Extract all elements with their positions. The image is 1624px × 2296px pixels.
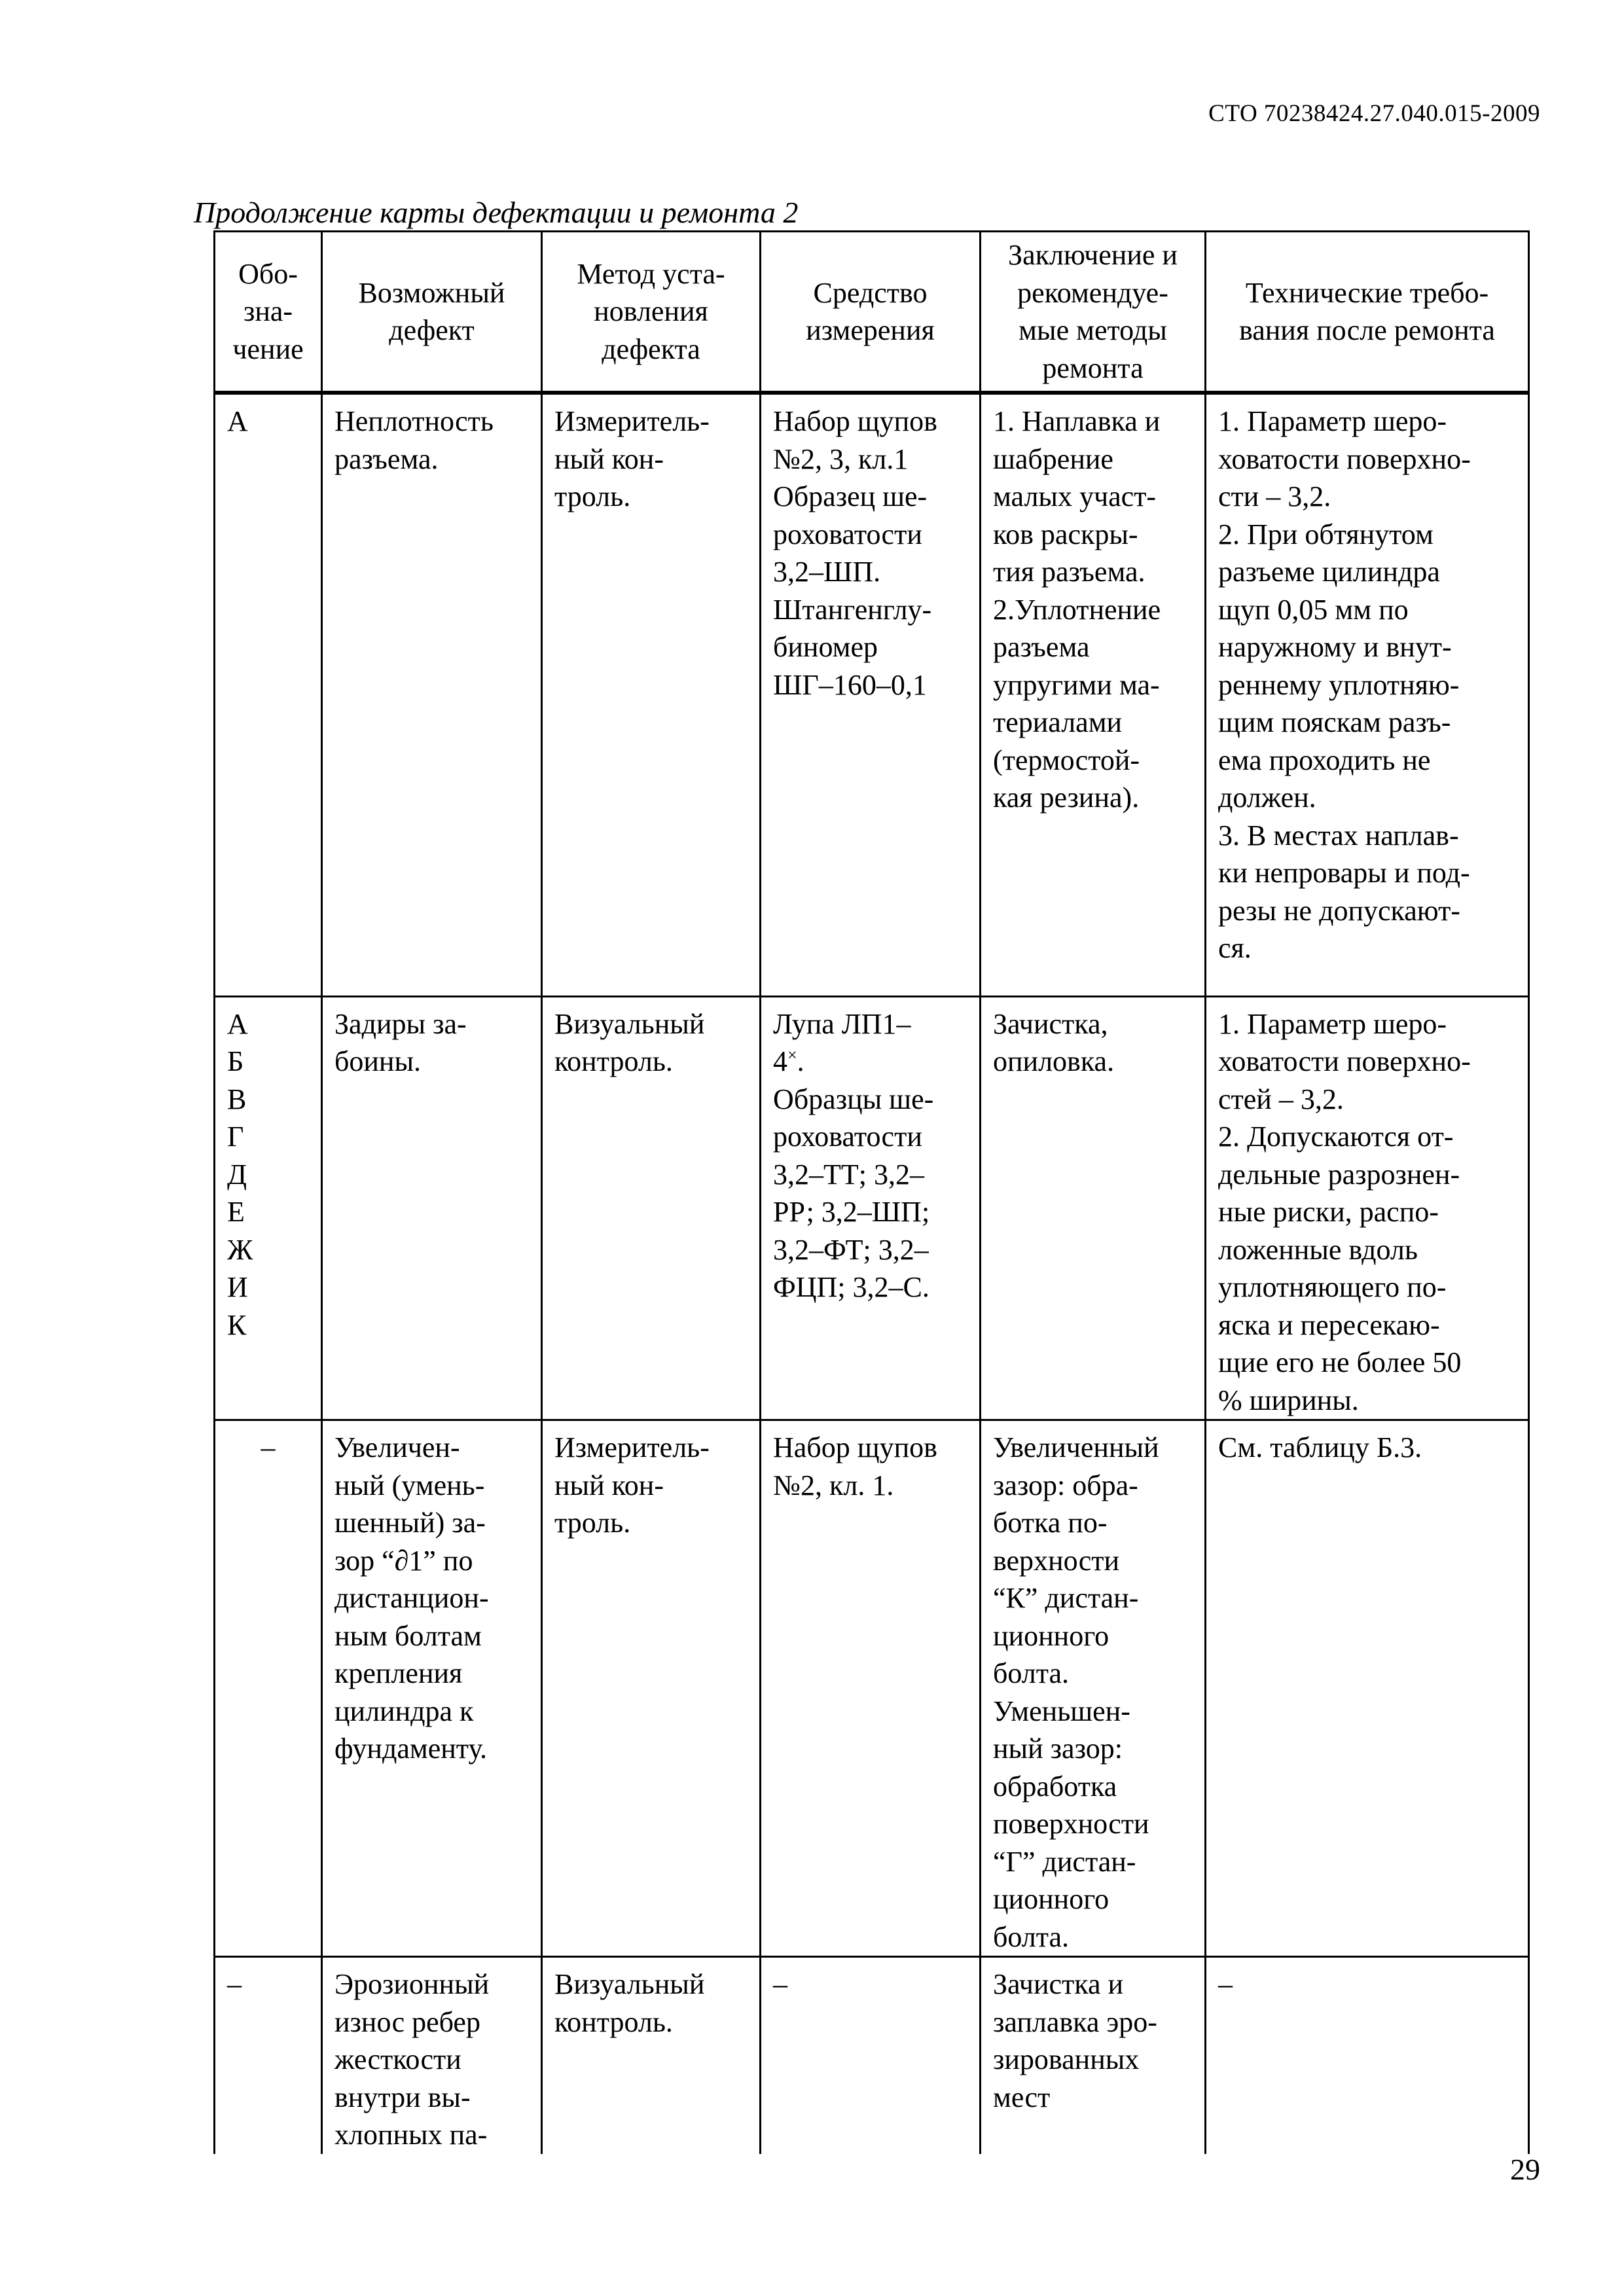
cell-repair: 1. Наплавка и шабрение малых участ- ков раскры- тия разъема. 2.Уплотнение разъема упругими ма- териалами (термостой- кая резина). bbox=[981, 393, 1206, 996]
header-method: Метод уста- новления дефекта bbox=[542, 232, 761, 393]
cell-defect: Увеличен- ный (умень- шенный) за- зор “∂1” по дистанцион- ным болтам крепления цилиндра к фундаменту. bbox=[322, 1420, 542, 1957]
cell-requirements: – bbox=[1206, 1957, 1529, 2154]
cell-defect: Задиры за- боины. bbox=[322, 996, 542, 1420]
cell-repair: Зачистка, опиловка. bbox=[981, 996, 1206, 1420]
header-repair: Заключение и рекомендуе- мые методы ремонта bbox=[981, 232, 1206, 393]
table-row bbox=[215, 1957, 1529, 2154]
header-tool: Средство измерения bbox=[761, 232, 981, 393]
cell-repair: Увеличенный зазор: обра- ботка по- верхности “К” дистан- ционного болта. Уменьшен- ный зазор: обработка поверхности “Г” дистан- ционного болта. bbox=[981, 1420, 1206, 1957]
cell-requirements: 1. Параметр шеро- ховатости поверхно- сти – 3,2. 2. При обтянутом разъеме цилиндра щуп 0,05 мм по наружному и внут- реннему уплотняю- щим пояскам разъ- ема проходить не должен. 3. В местах наплав- ки непровары и под- резы не допускают- ся. bbox=[1206, 393, 1529, 996]
cell-designation: А Б В Г Д Е Ж И К bbox=[215, 996, 322, 1420]
cell-method: Визуальный контроль. bbox=[542, 996, 761, 1420]
cell-method: Измеритель- ный кон- троль. bbox=[542, 393, 761, 996]
cell-requirements: См. таблицу Б.3. bbox=[1206, 1420, 1529, 1957]
cell-defect: Неплотность разъема. bbox=[322, 393, 542, 996]
cell-repair: Зачистка и заплавка эро- зированных мест bbox=[981, 1957, 1206, 2154]
table-row bbox=[215, 996, 1529, 1420]
document-code: СТО 70238424.27.040.015-2009 bbox=[1208, 100, 1540, 127]
cell-method: Измеритель- ный кон- троль. bbox=[542, 1420, 761, 1957]
cell-designation: – bbox=[215, 1957, 322, 2154]
cell-tool: Набор щупов №2, кл. 1. bbox=[761, 1420, 981, 1957]
page-number: 29 bbox=[1510, 2153, 1540, 2186]
defect-repair-table bbox=[213, 230, 1530, 2154]
table-header-row bbox=[215, 232, 1529, 393]
table-row bbox=[215, 393, 1529, 996]
cell-defect: Эрозионный износ ребер жесткости внутри вы- хлопных па- bbox=[322, 1957, 542, 2154]
table-row bbox=[215, 1420, 1529, 1957]
cell-method: Визуальный контроль. bbox=[542, 1957, 761, 2154]
header-designation: Обо- зна- чение bbox=[215, 232, 322, 393]
table-caption: Продолжение карты дефектации и ремонта 2 bbox=[194, 196, 799, 229]
cell-tool: – bbox=[761, 1957, 981, 2154]
cell-designation: – bbox=[215, 1420, 322, 1957]
header-defect: Возможный дефект bbox=[322, 232, 542, 393]
header-requirements: Технические требо- вания после ремонта bbox=[1206, 232, 1529, 393]
cell-designation: А bbox=[215, 393, 322, 996]
cell-tool: Лупа ЛП1– 4×. Образцы ше- роховатости 3,2–ТТ; 3,2– РР; 3,2–ШП; 3,2–ФТ; 3,2– ФЦП; 3,2–С. bbox=[761, 996, 981, 1420]
cell-requirements: 1. Параметр шеро- ховатости поверхно- стей – 3,2. 2. Допускаются от- дельные разрознен- ные риски, распо- ложенные вдоль уплотняющего по- яска и пересекаю- щие его не более 50 % ширины. bbox=[1206, 996, 1529, 1420]
cell-tool: Набор щупов №2, 3, кл.1 Образец ше- роховатости 3,2–ШП. Штангенглу- биномер ШГ–160–0,1 bbox=[761, 393, 981, 996]
